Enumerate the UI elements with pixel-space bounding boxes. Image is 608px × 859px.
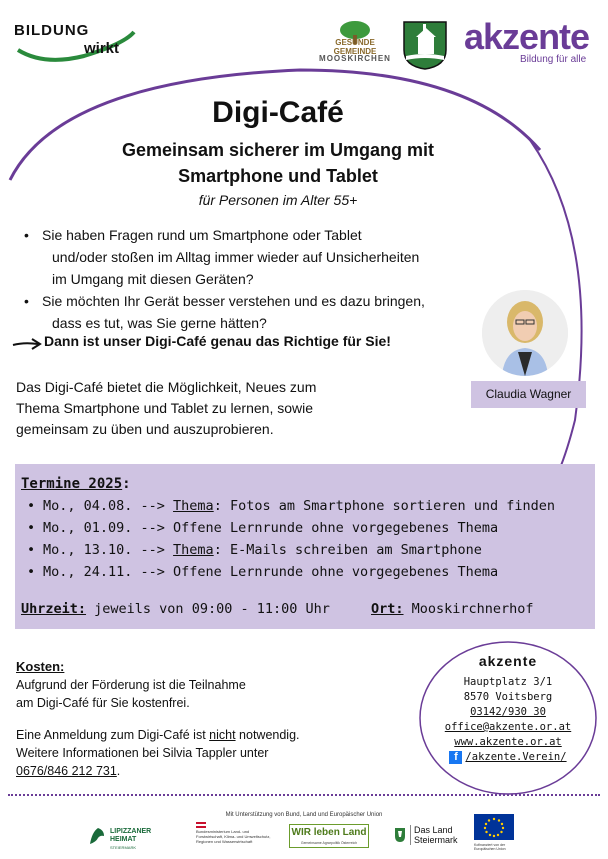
trainer-name: Claudia Wagner bbox=[471, 381, 586, 408]
anmeldung-post: notwendig. bbox=[235, 728, 300, 742]
akzente-logo bbox=[464, 16, 600, 70]
intro-line-3: gemeinsam zu üben und auszuprobieren. bbox=[16, 421, 274, 437]
contact-web-link[interactable]: www.akzente.or.at bbox=[454, 736, 562, 748]
termine-heading-colon: : bbox=[122, 476, 131, 492]
termine-topic-label: Thema bbox=[173, 498, 214, 514]
anmeldung-line-1 bbox=[16, 726, 396, 744]
bullet-dot-icon: • bbox=[24, 293, 29, 309]
land-steiermark-logo bbox=[394, 823, 462, 849]
akzente-tagline: Bildung für alle bbox=[520, 54, 587, 65]
contact-street: Hauptplatz 3/1 bbox=[463, 676, 553, 688]
kosten-heading: Kosten: bbox=[16, 659, 65, 674]
place-info bbox=[371, 601, 534, 617]
bullet-item bbox=[22, 290, 492, 334]
bullet-dot-icon: • bbox=[27, 498, 36, 514]
bullet-2-line-1: Sie möchten Ihr Gerät besser verstehen und es dazu bringen, bbox=[42, 293, 425, 309]
termine-list bbox=[27, 495, 555, 583]
bullet-1-line-1: Sie haben Fragen rund um Smartphone oder Tablet bbox=[42, 227, 362, 243]
wir-leben-land-text: WIR leben Land bbox=[291, 827, 367, 838]
time-value: jeweils von 09:00 - 11:00 Uhr bbox=[86, 601, 330, 617]
support-text: Mit Unterstützung von Bund, Land und Europäischer Union bbox=[225, 812, 383, 818]
bullet-dot-icon: • bbox=[27, 542, 36, 558]
arrow-right-icon bbox=[12, 337, 42, 351]
termine-box bbox=[15, 464, 595, 629]
page-title: Digi-Café bbox=[212, 96, 344, 129]
phone-suffix: . bbox=[116, 764, 121, 778]
termine-item bbox=[27, 495, 555, 517]
footer-divider bbox=[8, 794, 600, 796]
bullet-2-line-2: dass es tut, was Sie gerne hätten? bbox=[52, 315, 267, 331]
termine-date: Mo., 24.11. --> bbox=[43, 564, 174, 580]
place-value: Mooskirchnerhof bbox=[403, 601, 534, 617]
bullet-dot-icon: • bbox=[27, 564, 36, 580]
termine-item bbox=[27, 539, 555, 561]
page-subtitle bbox=[0, 137, 556, 189]
termine-topic: Offene Lernrunde ohne vorgegebenes Thema bbox=[173, 564, 499, 580]
facebook-icon: f bbox=[449, 751, 462, 764]
anmeldung-line-3 bbox=[16, 762, 396, 780]
bullet-dot-icon: • bbox=[24, 227, 29, 243]
bullet-1-line-2: und/oder stoßen im Alltag immer wieder auf Unsicherheiten bbox=[52, 249, 420, 265]
intro-paragraph bbox=[16, 377, 376, 440]
horse-icon bbox=[88, 826, 106, 846]
kosten-section bbox=[16, 658, 386, 712]
wir-leben-land-logo bbox=[289, 824, 369, 848]
intro-line-2: Thema Smartphone und Tablet zu lernen, sowie bbox=[16, 400, 314, 416]
lipizzaner-heimat-logo bbox=[88, 826, 158, 848]
contact-name: akzente bbox=[478, 653, 538, 669]
coat-of-arms-icon bbox=[402, 20, 448, 70]
bullet-item bbox=[22, 224, 492, 290]
gesunde-gemeinde-text: GESUNDE GEMEINDE bbox=[333, 38, 377, 56]
bullet-1-line-3: im Umgang mit diesen Geräten? bbox=[52, 271, 254, 287]
lipizzaner-text: LIPIZZANER HEIMAT bbox=[110, 828, 152, 843]
ministerium-text: Bundesministerium Land- und Forstwirtschaft, Klima- und Umweltschutz, Regionen und Wasserwirtschaft bbox=[196, 829, 271, 844]
subtitle-line-1: Gemeinsam sicherer im Umgang mit bbox=[121, 140, 435, 160]
termine-topic: Offene Lernrunde ohne vorgegebenes Thema bbox=[173, 520, 499, 536]
wir-leben-land-sub: Gemeinsame Agrarpolitik Österreich bbox=[300, 841, 358, 845]
time-label: Uhrzeit: bbox=[21, 601, 87, 617]
termine-date: Mo., 04.08. --> bbox=[43, 498, 174, 514]
anmeldung-line-2: Weitere Informationen bei Silvia Tappler unter bbox=[16, 746, 269, 760]
termine-topic: : E-Mails schreiben am Smartphone bbox=[213, 542, 482, 558]
contact-email-link[interactable]: office@akzente.or.at bbox=[444, 721, 572, 733]
bildung-text: BILDUNG bbox=[14, 22, 90, 39]
time-info bbox=[21, 601, 330, 617]
kosten-line-1: Aufgrund der Förderung ist die Teilnahme bbox=[16, 678, 246, 692]
facebook-handle[interactable]: /akzente.Verein/ bbox=[465, 751, 567, 763]
gesunde-gemeinde-logo bbox=[318, 20, 392, 68]
akzente-wordmark: akzente bbox=[464, 16, 590, 57]
land-steiermark-line-2: Steiermark bbox=[414, 835, 458, 845]
termine-item bbox=[27, 561, 555, 583]
anmeldung-pre: Eine Anmeldung zum Digi-Café ist bbox=[16, 728, 210, 742]
contact-phone[interactable]: 03142/930 30 bbox=[470, 706, 546, 718]
trainer-photo bbox=[482, 290, 568, 376]
kosten-line-2: am Digi-Café für Sie kostenfrei. bbox=[16, 696, 190, 710]
termine-topic-label: Thema bbox=[173, 542, 214, 558]
austria-flag-icon bbox=[196, 822, 206, 828]
eu-flag-icon bbox=[474, 814, 514, 840]
termine-heading bbox=[21, 476, 131, 492]
anmeldung-section bbox=[16, 726, 396, 780]
bildung-wirkt-logo bbox=[14, 22, 138, 68]
question-bullets bbox=[22, 224, 492, 334]
contact-phone-link[interactable]: 0676/846 212 731 bbox=[16, 764, 117, 778]
facebook-link[interactable] bbox=[449, 750, 566, 765]
eu-text: Kofinanziert von der Europäischen Union bbox=[474, 843, 506, 851]
eu-logo bbox=[474, 814, 514, 850]
termine-heading-text: Termine 2025 bbox=[21, 476, 123, 492]
contact-city: 8570 Voitsberg bbox=[463, 691, 553, 703]
bullet-dot-icon: • bbox=[27, 520, 36, 536]
subtitle-line-2: Smartphone und Tablet bbox=[178, 166, 378, 186]
callout-text: Dann ist unser Digi-Café genau das Richtige für Sie! bbox=[44, 333, 391, 349]
ministerium-logo bbox=[196, 822, 276, 844]
termine-date: Mo., 13.10. --> bbox=[43, 542, 174, 558]
mooskirchen-text: MOOSKIRCHEN bbox=[319, 54, 391, 63]
contact-block bbox=[423, 654, 593, 765]
place-label: Ort: bbox=[371, 601, 404, 617]
wirkt-text: wirkt bbox=[84, 40, 120, 57]
steiermark-panther-icon bbox=[394, 827, 406, 843]
land-steiermark-line-1: Das Land bbox=[414, 825, 453, 835]
intro-line-1: Das Digi-Café bietet die Möglichkeit, Neues zum bbox=[16, 379, 317, 395]
audience-note: für Personen im Alter 55+ bbox=[198, 192, 358, 208]
anmeldung-emphasis: nicht bbox=[209, 728, 236, 742]
termine-date: Mo., 01.09. --> bbox=[43, 520, 174, 536]
termine-item bbox=[27, 517, 555, 539]
lipizzaner-sub: STEIERMARK bbox=[110, 845, 137, 850]
termine-topic: : Fotos am Smartphone sortieren und finden bbox=[213, 498, 556, 514]
